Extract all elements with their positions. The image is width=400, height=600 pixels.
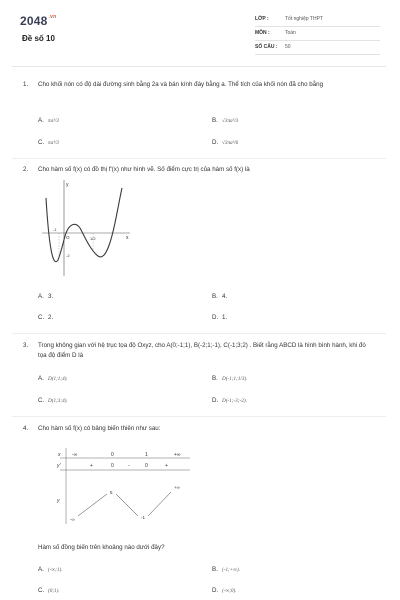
option-value: (-∞;1). <box>48 567 63 573</box>
option-a[interactable] <box>38 293 53 300</box>
option-c[interactable] <box>38 397 68 404</box>
option-letter: D. <box>212 139 219 146</box>
question-text: Hàm số đồng biến trên khoảng nào dưới đây? <box>38 544 165 551</box>
y-value-max: 5 <box>110 490 113 495</box>
option-value: (-1;+∞). <box>222 567 240 573</box>
option-value: D(1;3;4). <box>48 398 68 404</box>
option-letter: D. <box>212 587 219 594</box>
option-b[interactable] <box>212 566 240 573</box>
yprime-row-label: y' <box>57 463 61 469</box>
variation-table <box>50 446 192 526</box>
derivative-curve <box>46 188 122 262</box>
yprime-sign: 0 <box>111 463 114 469</box>
y-value-end: +∞ <box>174 485 180 490</box>
y-value-min: -1 <box>141 515 146 520</box>
option-a[interactable] <box>38 375 68 382</box>
option-letter: B. <box>212 566 218 573</box>
meta-subject-label: MÔN : <box>255 30 270 36</box>
option-letter: C. <box>38 139 45 146</box>
arrow-up <box>148 492 171 516</box>
option-b[interactable] <box>212 293 227 300</box>
option-value: (0;1). <box>48 588 60 594</box>
option-value: 2. <box>48 314 54 321</box>
question-number: 3. <box>23 342 29 349</box>
option-value: πa³/3 <box>48 140 59 146</box>
yprime-sign: - <box>128 463 130 469</box>
x-row-label: x <box>58 452 61 458</box>
question-text: Cho hàm số f(x) có đồ thị f'(x) như hình vẽ. Số điểm cực trị của hàm số f(x) là <box>38 166 250 173</box>
option-letter: B. <box>212 293 218 300</box>
option-value: √3πa³/6 <box>222 140 239 146</box>
exam-title: Đề số 10 <box>22 34 55 43</box>
option-letter: A. <box>38 117 44 124</box>
header-divider <box>12 66 386 67</box>
yprime-sign: + <box>90 463 93 469</box>
option-value: 1. <box>222 314 228 321</box>
exam-header <box>0 0 400 62</box>
y-value-start: -∞ <box>70 517 75 522</box>
meta-class-label: LỚP : <box>255 16 269 22</box>
derivative-graph <box>40 178 132 278</box>
minus-one-label: -1 <box>53 227 57 232</box>
question-number: 1. <box>23 81 29 88</box>
meta-count-label: SỐ CÂU : <box>255 44 278 50</box>
option-letter: C. <box>38 397 45 404</box>
x-value: -∞ <box>72 452 78 458</box>
option-value: D(-1;-3;-2). <box>222 398 247 404</box>
y-label: y <box>66 182 69 188</box>
meta-subject <box>255 26 380 41</box>
option-value: 3. <box>48 293 54 300</box>
option-letter: B. <box>212 117 218 124</box>
option-letter: A. <box>38 293 44 300</box>
logo-text: 2048 <box>20 14 48 28</box>
question-text: Cho khối nón có độ dài đường sinh bằng 2a và bán kính đáy bằng a. Thể tích của khối nón đã cho bằng <box>38 81 324 88</box>
option-value: πa³/3 <box>48 118 59 124</box>
question-text: Trong không gian với hệ trục tọa độ Oxyz, cho A(0;-1;1), B(-2;1;-1), C(-1;3;2) . Biết rằng ABCD là hình bình hành, khi đó tọa độ điểm D là <box>38 342 366 359</box>
option-value: D(-1;1;1/3). <box>222 376 248 382</box>
question-number: 4. <box>23 425 29 432</box>
arrow-up <box>78 494 107 516</box>
x-label: x <box>126 235 129 241</box>
question-separator <box>12 416 386 417</box>
option-letter: D. <box>212 397 219 404</box>
option-letter: A. <box>38 566 44 573</box>
meta-class <box>255 12 380 27</box>
option-letter: B. <box>212 375 218 382</box>
meta-class-value: Tốt nghiệp THPT <box>285 16 323 22</box>
logo-suffix: .vn <box>48 14 57 20</box>
option-b[interactable] <box>212 375 248 382</box>
option-c[interactable] <box>38 587 60 594</box>
y-row-label: y <box>57 498 60 504</box>
option-d[interactable] <box>212 397 247 404</box>
option-d[interactable] <box>212 314 227 321</box>
option-c[interactable] <box>38 139 59 146</box>
x-value: +∞ <box>174 452 181 458</box>
option-a[interactable] <box>38 566 63 573</box>
option-a[interactable] <box>38 117 59 124</box>
minus-two-label: -2 <box>66 253 70 258</box>
option-d[interactable] <box>212 139 238 146</box>
option-value: √3πa³/3 <box>222 118 239 124</box>
option-b[interactable] <box>212 117 238 124</box>
option-value: D(1;1;4). <box>48 376 68 382</box>
option-value: (-∞;0). <box>222 588 237 594</box>
yprime-sign: 0 <box>145 463 148 469</box>
question-number: 2. <box>23 166 29 173</box>
arrow-down <box>116 494 138 516</box>
option-value: 4. <box>222 293 228 300</box>
option-letter: C. <box>38 314 45 321</box>
question-separator <box>12 158 386 159</box>
x-value: 0 <box>111 452 114 458</box>
half-label: 1/2 <box>90 236 96 241</box>
x-value: 1 <box>145 452 148 458</box>
option-c[interactable] <box>38 314 53 321</box>
yprime-sign: + <box>165 463 168 469</box>
meta-count <box>255 40 380 55</box>
option-letter: D. <box>212 314 219 321</box>
question-text: Cho hàm số f(x) có bảng biến thiên như sau: <box>38 425 161 432</box>
option-letter: A. <box>38 375 44 382</box>
option-letter: C. <box>38 587 45 594</box>
origin-label: O <box>66 235 70 240</box>
option-d[interactable] <box>212 587 237 594</box>
meta-count-value: 50 <box>285 44 291 50</box>
meta-subject-value: Toán <box>285 30 296 36</box>
site-logo[interactable] <box>20 14 56 28</box>
question-separator <box>12 333 386 334</box>
